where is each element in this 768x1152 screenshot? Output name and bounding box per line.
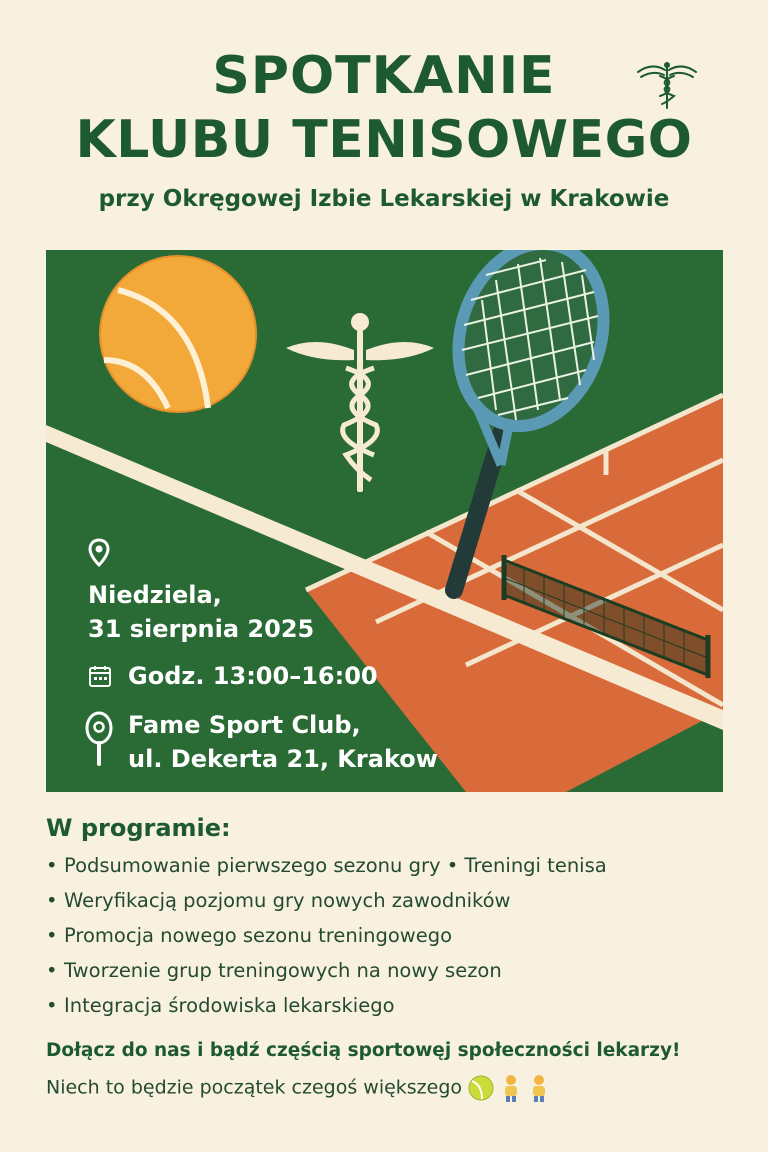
location-pin-icon [88,538,110,568]
caduceus-icon [632,58,702,110]
title-line-1: SPOTKANIE [212,46,556,106]
event-place [128,708,438,776]
title-line-2: KLUBU TENISOWEGO [75,110,693,170]
event-date [88,578,314,646]
event-time-text: Godz. 13:00–16:00 [128,662,378,690]
event-full-date: 31 sierpnia 2025 [88,615,315,643]
place-address: ul. Dekerta 21, Krakow [128,745,438,773]
tennis-ball-emoji [468,1075,494,1101]
program-list [46,848,607,1023]
calendar-icon [88,664,112,688]
subtitle: przy Okręgowej Izbie Lekarskiej w Krakowie [98,186,670,212]
event-time [128,659,378,693]
event-day: Niedziela, [88,581,222,609]
list-item: • Promocja nowego sezonu treningowego [46,924,453,947]
list-item: • Integracja środowiska lekarskiego [46,994,395,1017]
closing-line [46,1074,550,1102]
program-title: W programie: [46,814,231,842]
list-item: • Weryfikacją pozjomu gry nowych zawodników [46,889,511,912]
player-emoji [528,1074,550,1102]
place-name: Fame Sport Club, [128,711,361,739]
list-item: • Podsumowanie pierwszego sezonu gry • Treningi tenisa [46,854,607,877]
closing-text: Niech to będzie początek czegoś większego [46,1076,463,1099]
list-item: • Tworzenie grup treningowych na nowy sezon [46,959,502,982]
call-to-action: Dołącz do nas i bądź częścią sportowęj społeczności lekarzy! [46,1040,681,1061]
player-emoji [500,1074,522,1102]
racket-location-icon [84,710,114,768]
